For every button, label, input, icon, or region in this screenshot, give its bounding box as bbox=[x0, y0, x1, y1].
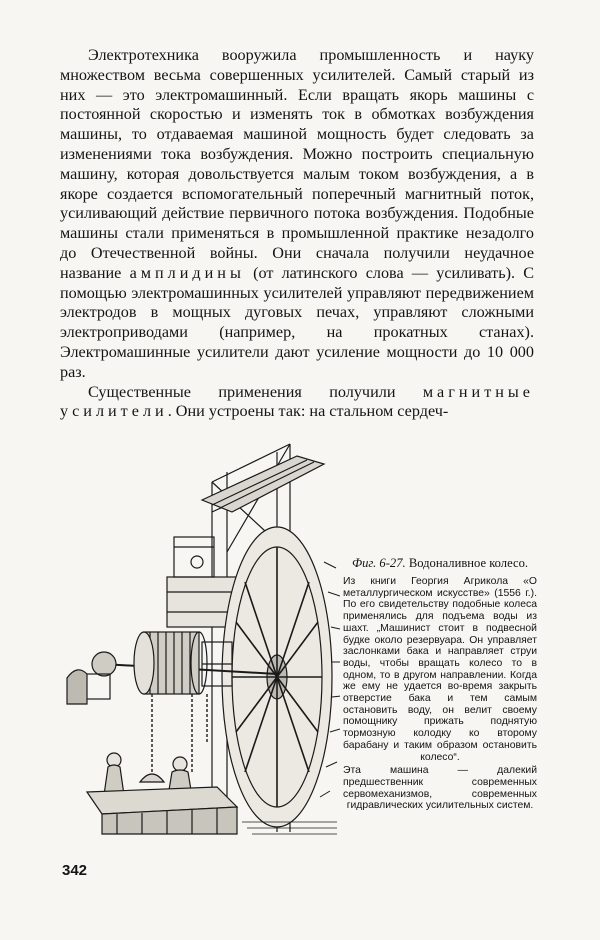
figure-caption-tail: Эта машина — далекий предшественник современных сервомеханизмов, современных гидравлических усилительных систем. bbox=[343, 765, 537, 812]
figure-label: Фиг. 6-27. bbox=[351, 556, 406, 570]
paragraph-electromachine-amplifiers: Электротехника вооружила промышленность и науку множеством весьма совершенных усилителей. Самый старый из них — это электромашинный. Если вращать якорь машины с постоянной скоростью и изменять ток в обмотках возбуждения машины, то отдаваемая машиной мощность будет следовать за изменениями тока возбуждения. Можно построить специальную машину, которая довольствуется малым током возбуждения, а в якоре создается вспомогательный поперечный магнитный поток, усиливающий действие первичного потока возбуждения. Подобные машины стали применяться в промышленной практике незадолго до Отечественной войны. Они сначала получили неудачное название амплидины (от латинского слова — усиливать). С помощью электромашинных усилителей управляют передвижением электродов в мощных дуговых печах, управляют сложными электроприводами (например, на прокатных станах). Электромашинные усилители дают усиление мощности до 10 000 раз. bbox=[60, 46, 535, 381]
water-wheel-engraving bbox=[62, 442, 340, 837]
paragraph-magnetic-amplifiers: Существенные применения получили магнитные усилители. Они устроены так: на стальном сердеч- bbox=[60, 382, 534, 421]
water-wheel-illustration bbox=[62, 442, 340, 837]
figure-title: Фиг. 6-27. Водоналивное колесо. bbox=[351, 556, 529, 570]
body-text bbox=[60, 46, 534, 422]
term-magnetic-amplifiers: магнитные усилители bbox=[60, 382, 534, 421]
figure-caption-text: Из книги Георгия Агрикола «О металлургическом искусстве» (1556 г.). По его свидетельству подобные колеса применялись для подъема воды из шахт. „Машинист стоит в подвесной будке около резервуара. Он управляет заслонками бака и направляет струи воды, чтобы вращать колесо то в одном, то в другом направлении. Когда же ему не удается во-время закрыть отверстие бака и тем самым остановить воду, он велит своему помощнику прижать поднятую тормозную колодку ко второму барабану и таким образом остановить колесо“. bbox=[343, 576, 537, 763]
figure-caption bbox=[343, 556, 537, 812]
term-amplidyne: амплидины bbox=[129, 263, 245, 282]
page-number: 342 bbox=[62, 862, 88, 879]
